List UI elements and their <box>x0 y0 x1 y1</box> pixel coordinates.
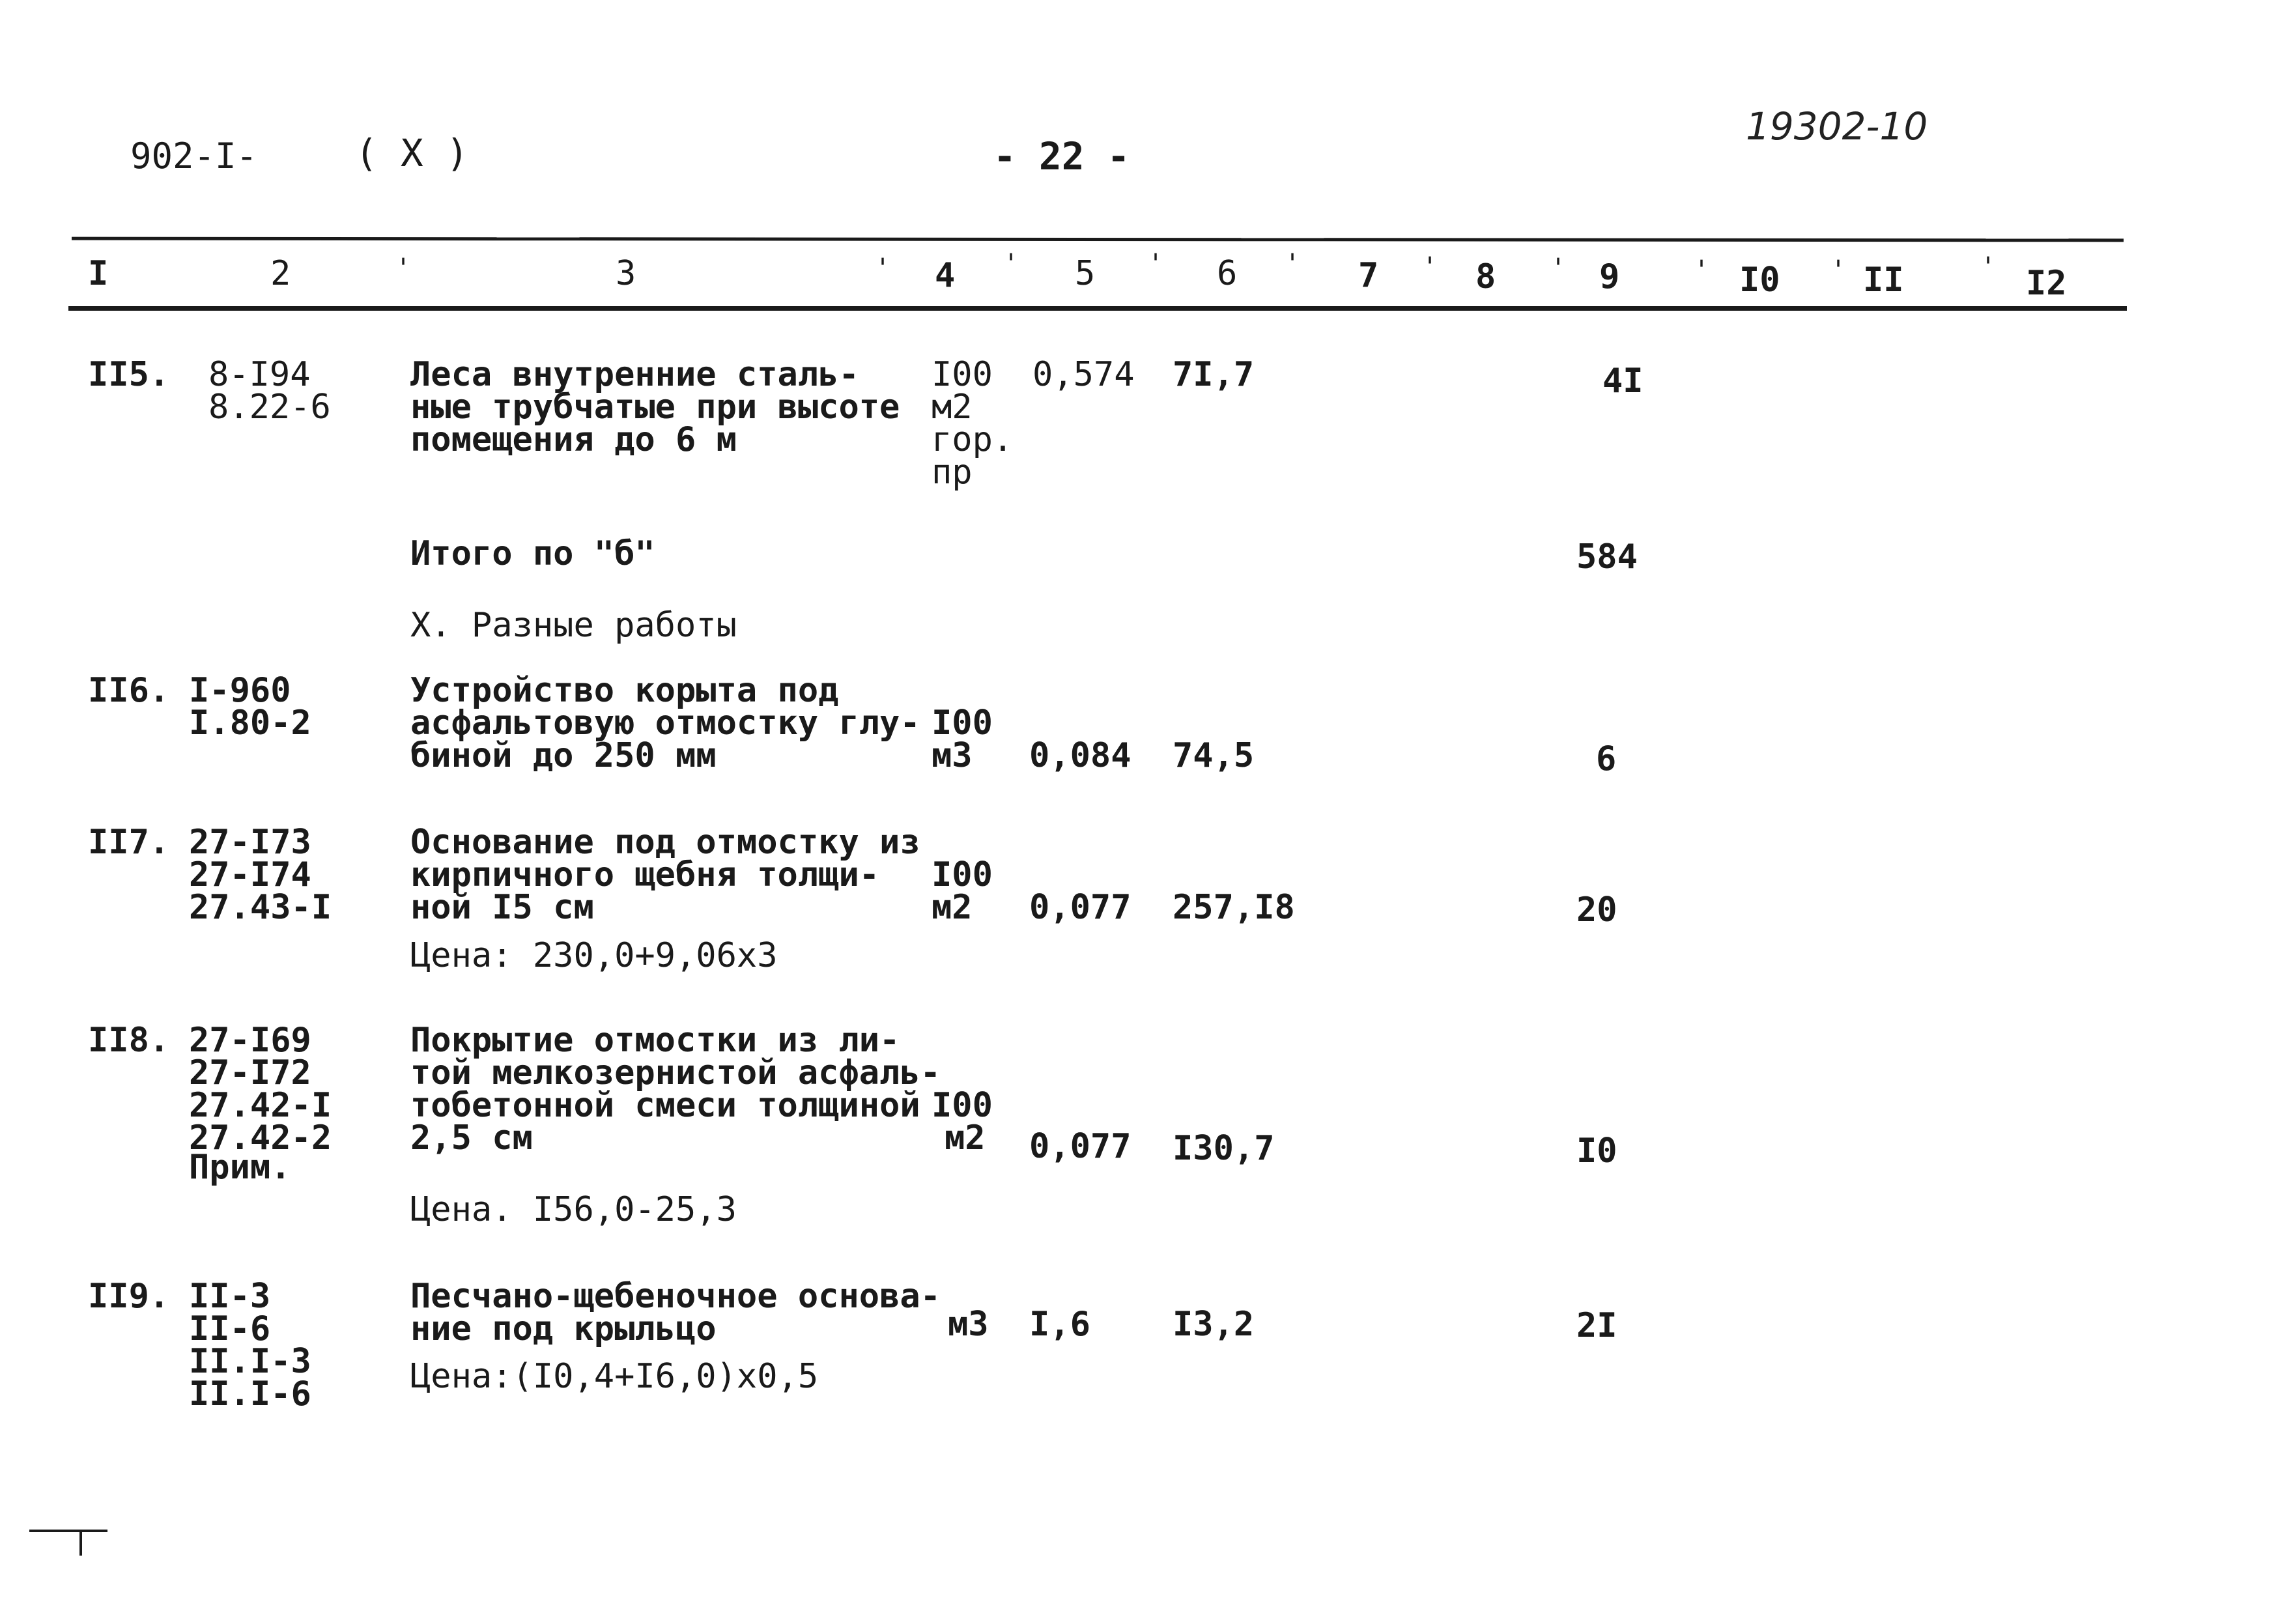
unit-of-measure: м3 <box>948 1305 989 1344</box>
col-header-4: 4 <box>935 256 956 295</box>
norm-code: I.80-2 <box>189 704 311 743</box>
description-line: Устройство корыта под <box>410 671 839 710</box>
total-cost: 4I <box>1602 362 1644 401</box>
subtotal-label: Итого по "б" <box>410 534 655 573</box>
header-top-rule <box>72 237 2124 242</box>
description-line: 2,5 см <box>410 1118 533 1158</box>
description-line: биной до 250 мм <box>410 736 717 775</box>
description-line: Леса внутренние сталь- <box>410 355 859 394</box>
unit-line: I00 <box>932 704 993 743</box>
norm-codes <box>189 671 311 743</box>
crop-mark <box>79 1530 82 1556</box>
archive-number: 19302-10 <box>1746 104 1928 149</box>
column-separator: ' <box>395 253 412 283</box>
col-header-2: 2 <box>270 254 291 293</box>
col-header-6: 6 <box>1217 254 1238 293</box>
unit-line: м2 <box>932 888 973 927</box>
price-note: Цена:(I0,4+I6,0)x0,5 <box>410 1357 819 1396</box>
unit-price: 7I,7 <box>1173 355 1255 394</box>
unit-line: I00 <box>932 355 993 394</box>
norm-codes <box>189 1021 332 1187</box>
header-bottom-rule <box>68 306 2127 311</box>
row-number: II6. <box>88 671 170 710</box>
norm-code: 27-I69 <box>189 1021 311 1060</box>
col-header-10: I0 <box>1739 261 1780 300</box>
section-title: X. Разные работы <box>410 606 737 645</box>
quantity: 0,574 <box>1032 355 1135 394</box>
norm-code: I-960 <box>189 671 291 710</box>
col-header-3: 3 <box>616 254 636 293</box>
unit-line: I00 <box>932 855 993 894</box>
description-line: тобетонной смеси толщиной <box>410 1086 920 1125</box>
column-separator: ' <box>1422 252 1438 282</box>
col-header-8: 8 <box>1475 257 1496 296</box>
subtotal-value: 584 <box>1576 537 1638 577</box>
norm-code: 27-I72 <box>189 1053 311 1092</box>
description-line: помещения до 6 м <box>410 420 737 459</box>
work-description <box>410 355 900 459</box>
col-header-12: I2 <box>2026 264 2067 303</box>
description-line: Песчано-щебеночное основа- <box>410 1277 941 1316</box>
unit-line: м2 <box>932 388 973 427</box>
work-description <box>410 671 920 775</box>
column-separator: ' <box>1694 255 1710 285</box>
norm-code: II-6 <box>189 1309 271 1348</box>
total-cost: 6 <box>1596 739 1617 778</box>
col-header-9: 9 <box>1599 257 1620 296</box>
unit-line: гор. <box>932 420 1014 459</box>
description-line: той мелкозернистой асфаль- <box>410 1053 941 1092</box>
total-cost: I0 <box>1576 1132 1617 1171</box>
price-note: Цена. I56,0-25,3 <box>410 1190 737 1229</box>
column-separator: ' <box>875 253 891 283</box>
description-line: Основание под отмостку из <box>410 823 920 862</box>
norm-code: 27-I74 <box>189 855 311 894</box>
unit-price: I3,2 <box>1173 1305 1255 1344</box>
column-separator: ' <box>1550 253 1567 283</box>
unit-of-measure <box>932 355 1014 492</box>
row-number: II5. <box>88 355 170 394</box>
col-header-7: 7 <box>1358 256 1379 295</box>
description-line: кирпичного щебня толщи- <box>410 855 880 894</box>
total-cost: 20 <box>1576 890 1617 930</box>
unit-line: м2 <box>945 1118 986 1158</box>
norm-code: 27-I73 <box>189 823 311 862</box>
column-separator: ' <box>1830 255 1847 285</box>
work-description <box>410 1021 941 1158</box>
column-separator: ' <box>1980 252 1997 282</box>
page-number: - 22 - <box>993 134 1130 178</box>
unit-line: м3 <box>932 736 973 775</box>
column-separator: ' <box>1148 249 1164 279</box>
col-header-11: II <box>1863 261 1904 300</box>
unit-price: 257,I8 <box>1173 888 1295 927</box>
description-line: асфальтовую отмостку глу- <box>410 704 920 743</box>
unit-line: пр <box>932 453 973 492</box>
description-line: ние под крыльцо <box>410 1309 717 1348</box>
quantity: I,6 <box>1029 1305 1090 1344</box>
document-code: 902-I- <box>130 135 258 177</box>
norm-codes <box>208 355 331 427</box>
col-header-5: 5 <box>1075 254 1096 293</box>
norm-code: II-3 <box>189 1277 271 1316</box>
crop-mark <box>29 1530 107 1532</box>
norm-code: 8.22-6 <box>208 388 331 427</box>
unit-of-measure <box>932 1086 993 1158</box>
unit-of-measure <box>932 704 993 775</box>
norm-codes <box>189 1277 311 1414</box>
norm-code: 27.42-2 <box>189 1118 332 1158</box>
col-header-1: I <box>88 254 109 293</box>
quantity: 0,077 <box>1029 888 1131 927</box>
description-line: ные трубчатые при высоте <box>410 388 900 427</box>
norm-code: 8-I94 <box>208 355 311 394</box>
norm-codes <box>189 823 332 927</box>
description-line: ной I5 см <box>410 888 594 927</box>
unit-of-measure <box>932 855 993 927</box>
norm-code: Прим. <box>189 1148 291 1187</box>
unit-line: I00 <box>932 1086 993 1125</box>
norm-code: II.I-6 <box>189 1375 311 1414</box>
column-separator: ' <box>1285 249 1301 279</box>
unit-price: 74,5 <box>1173 736 1255 775</box>
quantity: 0,077 <box>1029 1127 1131 1166</box>
section-mark: ( X ) <box>355 131 469 175</box>
price-note: Цена: 230,0+9,06x3 <box>410 936 778 975</box>
unit-price: I30,7 <box>1173 1129 1275 1168</box>
column-separator: ' <box>1003 249 1019 279</box>
work-description <box>410 1277 941 1348</box>
norm-code: II.I-3 <box>189 1342 311 1381</box>
work-description <box>410 823 920 927</box>
norm-code: 27.43-I <box>189 888 332 927</box>
row-number: II8. <box>88 1021 170 1060</box>
description-line: Покрытие отмостки из ли- <box>410 1021 900 1060</box>
quantity: 0,084 <box>1029 736 1131 775</box>
row-number: II7. <box>88 823 170 862</box>
row-number: II9. <box>88 1277 170 1316</box>
total-cost: 2I <box>1576 1306 1617 1345</box>
norm-code: 27.42-I <box>189 1086 332 1125</box>
